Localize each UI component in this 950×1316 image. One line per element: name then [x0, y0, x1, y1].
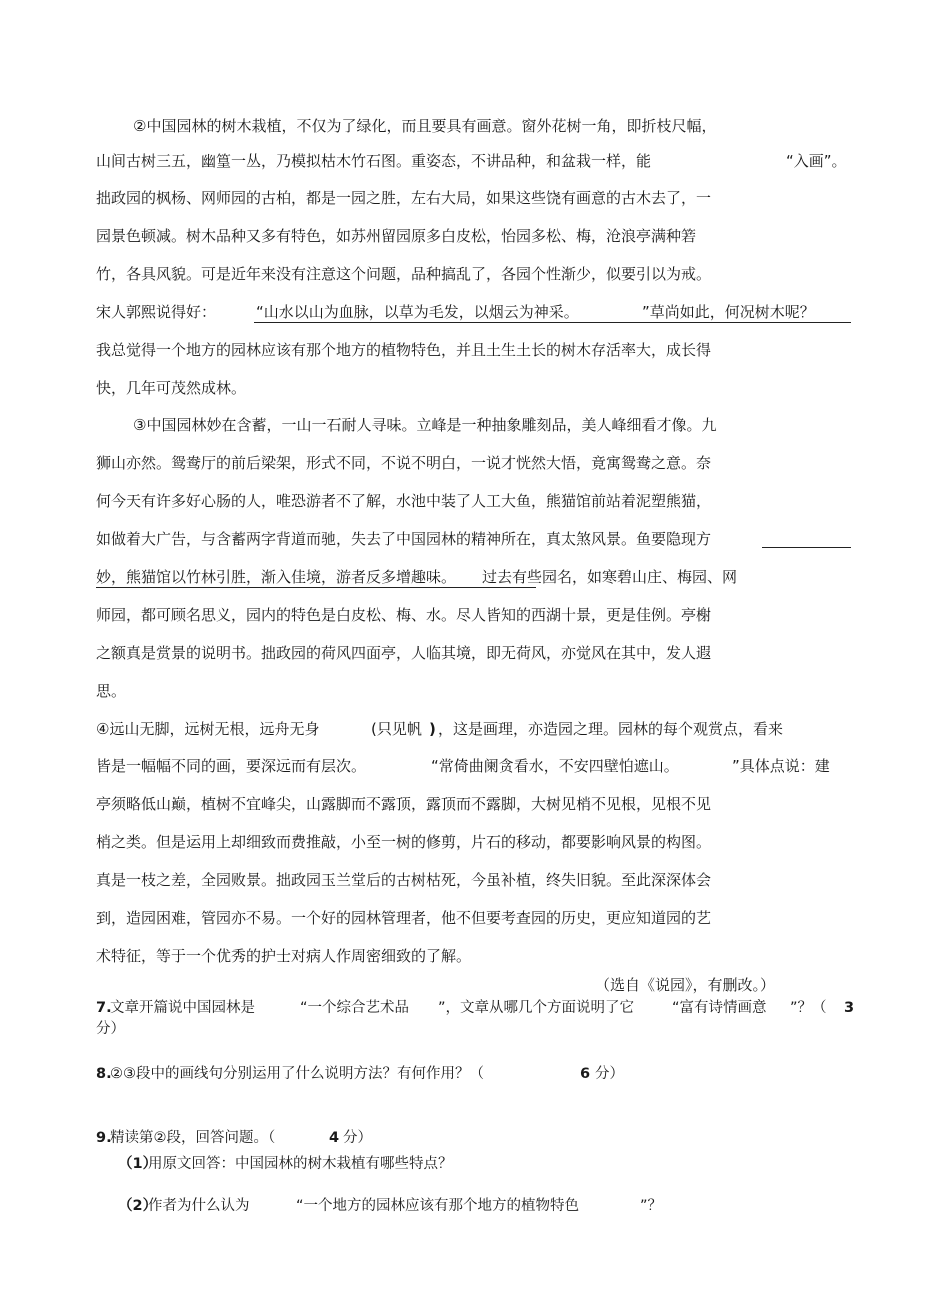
source-citation: （选自《说园》，有删改。）	[595, 976, 776, 994]
p3-line-4: 如做着大广告，与含蓄两字背道而驰，失去了中国园林的精神所在，真太煞风景。鱼要隐现方	[96, 530, 712, 548]
p4-line-2-a: 皆是一幅幅不同的画，要深远而有层次。	[96, 757, 367, 775]
p2-line-1: ②中国园林的树木栽植，不仅为了绿化，而且要具有画意。窗外花树一角，即折枝尺幅，	[133, 117, 717, 135]
p2-line-6-tail: ”草尚如此，何况树木呢？	[642, 303, 815, 321]
p4-line-2-tail: ”具体点说：建	[732, 757, 830, 775]
p3-line-7: 之额真是赏景的说明书。拙政园的荷风四面亭，人临其境，即无荷风，亦觉风在其中，发人遐	[96, 644, 712, 662]
p4-line-1-a: ④远山无脚，远树无根，远舟无身	[96, 720, 320, 738]
question-9-text: 精读第②段，回答问题。（	[110, 1130, 276, 1146]
p4-line-2-quote: “常倚曲阑贪看水，不安四壁怕遮山。	[431, 757, 679, 775]
question-7-c: ”，文章从哪几个方面说明了它	[438, 1000, 635, 1016]
question-9-sub-2-tail: ”？	[640, 1198, 663, 1214]
p2-quote-underline	[254, 322, 851, 323]
question-9-sub-2-quote: “一个地方的园林应该有那个地方的植物特色	[296, 1198, 580, 1214]
p2-line-4: 园景色顿减。树木品种又多有特色，如苏州留园原多白皮松，怡园多松、梅，沧浪亭满种箬	[96, 227, 697, 245]
question-7-b: “一个综合艺术品	[300, 1000, 410, 1016]
question-9-number: 9.	[96, 1130, 112, 1146]
p4-line-1-d: ，这是画理，亦造园之理。园林的每个观赏点，看来	[438, 720, 784, 738]
p4-line-1-b: (只见帆	[371, 720, 422, 738]
p2-line-3: 拙政园的枫杨、网师园的古柏，都是一园之胜，左右大局，如果这些饶有画意的古木去了，一	[96, 189, 712, 207]
p4-line-6: 到，造园困难，管园亦不易。一个好的园林管理者，他不但要考查园的历史，更应知道园的艺	[96, 909, 712, 927]
p2-line-8: 快，几年可茂然成林。	[96, 379, 247, 397]
question-9-sub-2-number: （2）	[118, 1198, 158, 1214]
p4-line-3: 亭须略低山巅，植树不宜峰尖，山露脚而不露顶，露顶而不露脚，大树见梢不见根，见根不见	[96, 795, 712, 813]
p3-line-3: 何今天有许多好心肠的人，唯恐游者不了解，水池中装了人工大鱼，熊猫馆前站着泥塑熊猫，	[96, 492, 712, 510]
p3-line-8: 思。	[96, 682, 127, 700]
question-7-number: 7.	[96, 1000, 112, 1016]
p2-underlined-quote: “山水以山为血脉，以草为毛发，以烟云为神采。	[256, 303, 579, 321]
question-9-sub-1-number: （1）	[118, 1156, 158, 1172]
p3-underline-start	[762, 547, 851, 548]
question-7-score: 3	[844, 1000, 855, 1016]
question-7-a: 文章开篇说中国园林是	[110, 1000, 255, 1016]
question-7-d: “富有诗情画意	[672, 1000, 767, 1016]
question-9-sub-2-a: 作者为什么认为	[148, 1198, 250, 1214]
p3-line-1: ③中国园林妙在含蓄，一山一石耐人寻味。立峰是一种抽象雕刻品，美人峰细看才像。九	[133, 416, 717, 434]
p4-line-4: 梢之类。但是运用上却细致而费推敲，小至一树的修剪，片石的移动，都要影响风景的构图。	[96, 833, 712, 851]
question-9-sub-1-text: 用原文回答：中国园林的树木栽植有哪些特点？	[148, 1156, 453, 1172]
p2-line-7: 我总觉得一个地方的园林应该有那个地方的植物特色，并且土生土长的树木存活率大，成长得	[96, 341, 712, 359]
p3-underlined-sentence: 妙，熊猫馆以竹林引胜，渐入佳境，游者反多增趣味。	[96, 568, 457, 586]
p3-line-5-tail: 过去有些园名，如寒碧山庄、梅园、网	[482, 568, 738, 586]
question-8-text: ②③段中的画线句分别运用了什么说明方法？有何作用？（	[110, 1066, 484, 1082]
p3-line-6: 师园，都可顾名思义，园内的特色是白皮松、梅、水。尽人皆知的西湖十景，更是佳例。亭榭	[96, 606, 712, 624]
p4-line-5: 真是一枝之差，全园败景。拙政园玉兰堂后的古树枯死，今虽补植，终失旧貌。至此深深体会	[96, 871, 712, 889]
p2-line-2-quote: “入画”。	[786, 152, 847, 170]
question-8-unit: 分）	[595, 1066, 624, 1082]
p2-line-2-text: 山间古树三五，幽篁一丛，乃模拟枯木竹石图。重姿态，不讲品种，和盆栽一样，能	[96, 152, 652, 170]
p4-line-1-c: )	[429, 720, 436, 738]
question-7-e: ”？（	[790, 1000, 827, 1016]
p4-line-7: 术特征，等于一个优秀的护士对病人作周密细致的了解。	[96, 947, 472, 965]
question-8-number: 8.	[96, 1066, 112, 1082]
p3-underline-end	[96, 587, 536, 588]
p3-line-2: 狮山亦然。鸳鸯厅的前后梁架，形式不同，不说不明白，一说才恍然大悟，竟寓鸳鸯之意。奈	[96, 454, 712, 472]
p2-line-6-intro: 宋人郭熙说得好：	[96, 303, 217, 321]
question-9-unit: 分）	[343, 1130, 372, 1146]
question-7-line-2: 分）	[96, 1021, 125, 1037]
question-8-score: 6	[580, 1066, 591, 1082]
question-9-score: 4	[329, 1130, 340, 1146]
p2-line-5: 竹，各具风貌。可是近年来没有注意这个问题，品种搞乱了，各园个性渐少，似要引以为戒。	[96, 265, 712, 283]
